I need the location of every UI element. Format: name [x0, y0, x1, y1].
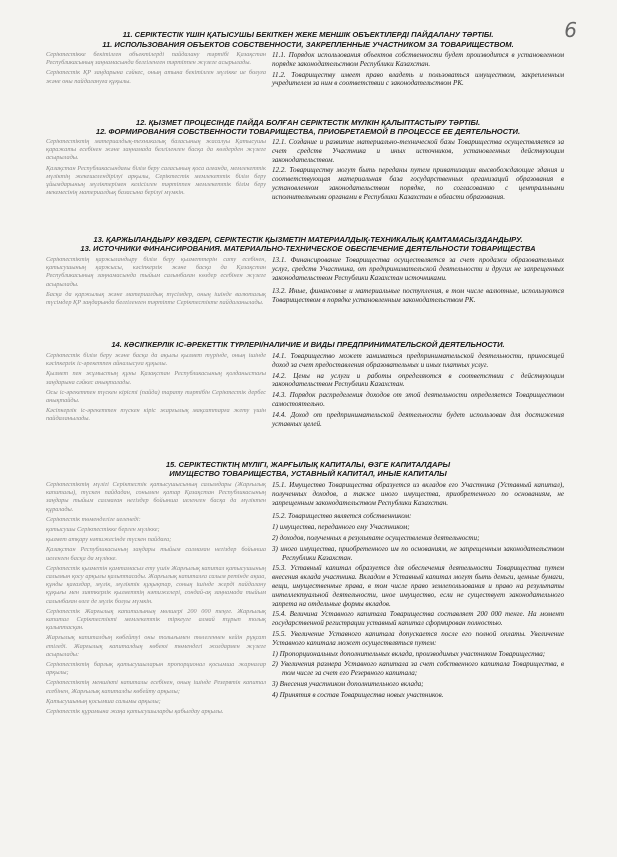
- paragraph: Жарғылық капиталдың көбейтуі оны толығымен төлегеннен кейін рұқсат етіледі. Жарғылық капиталдың көбеюі төмендегі жолдармен жүзеге асырылады:: [46, 634, 266, 658]
- paragraph: 13.2. Иные, финансовые и материальные поступления, в том числе валютные, используются Товариществом в порядке установленным законодательством РК.: [272, 287, 564, 305]
- paragraph: Серіктестік қызметін қамтамасыз ету үшін Жарғылық капитал қатысушының салымын қосу арқылы қалыптасады. Жарғылық капиталға салым ретінде ақша, құнды қағаздар, мүлік, мүліктік құқықтар, соның ішінде жерді пайдалану құқығы мен зияткерлік қызметтің нәтижелері, сондай-ақ заңнамада тыйым салынбаған өзге де мүлік болуы мүмкін.: [46, 564, 266, 605]
- section-13-ru-column: [272, 256, 564, 307]
- paragraph: Серіктестік құрамына жаңа қатысушыларды қабылдау арқылы.: [46, 708, 224, 716]
- paragraph: Қызмет пен жұмыстың құны Қазақстан Республикасының қолданыстағы заңдарына сәйкес анықталады.: [46, 370, 266, 386]
- paragraph: 12.1. Создание и развитие материально-технической базы Товарищества осуществляется за счет средств Участника и иных источников, установленных действующим законодательством.: [272, 138, 564, 164]
- paragraph: 11.1. Порядок использования объектов собственности будет производится в установленном порядке законодательством Республики Казахстан.: [272, 51, 564, 68]
- paragraph: 14.4. Доход от предпринимательской деятельности будет использован для достижения уставных целей.: [272, 410, 564, 428]
- section-13-kz-column: [46, 256, 266, 309]
- paragraph: қатысушы Серіктестікке берген мүлікке;: [46, 526, 160, 534]
- paragraph: Серіктестік төмендегіге иеленеді:: [46, 515, 141, 523]
- paragraph: 15.2. Товарищество является собственником:: [272, 512, 412, 521]
- section-14-heading-ru: /НАЛИЧИЕ И ВИДЫ ПРЕДПРИНИМАТЕЛЬСКОЙ ДЕЯТЕЛЬНОСТИ.: [261, 340, 505, 349]
- section-15-heading-ru: ИМУЩЕСТВО ТОВАРИЩЕСТВА, УСТАВНЫЙ КАПИТАЛ, ИНЫЕ КАПИТАЛЫ: [169, 469, 447, 478]
- list-item: 3) иного имущества, приобретенного им по основаниям, не запрещенным законодательством Республики Казахстан.: [272, 544, 564, 562]
- section-15-heading-kz: 15. СЕРІКТЕСТІКТІҢ МҮЛІГІ, ЖАРҒЫЛЫҚ КАПИТАЛЫ, ӨЗГЕ КАПИТАЛДАРЫ: [165, 460, 451, 469]
- paragraph: 14.3. Порядок распределения доходов от этой деятельности определяется Товариществом самостоятельно.: [272, 391, 564, 408]
- section-11-kz-column: [46, 51, 266, 88]
- paragraph: 14.1. Товарищество может заниматься предпринимательской деятельности, приносящей доход за счет предоставления образовательных и иных платных услуг.: [272, 352, 564, 369]
- section-12-heading-kz: 12. ҚЫЗМЕТ ПРОЦЕСІНДЕ ПАЙДА БОЛҒАН СЕРІКТЕСТІК МҮЛКІН ҚАЛЫПТАСТЫРУ ТӘРТІБІ.: [135, 118, 481, 127]
- list-item: 2) доходов, полученных в результате осуществления деятельности;: [272, 533, 480, 542]
- paragraph: Серіктестікке бекітілген объектілерді пайдалану тәртібі Қазақстан Республикасының заңнамасында белгіленген тәртіппен жүзеге асырылады.: [46, 51, 266, 67]
- section-12-ru-column: [272, 138, 564, 204]
- section-11-heading-kz: 11. СЕРІКТЕСТІК ҮШІН ҚАТЫСУШЫ БЕКІТКЕН ЖЕКЕ МЕНШІК ОБЪЕКТІЛЕРДІ ПАЙДАЛАНУ ТӘРТІБІ.: [122, 30, 494, 39]
- paragraph: Серіктестіктің қаржыландыру білім беру қызметтерін сату есебінен, қатысушының қаржысы, кәсіпкерлік және басқа да Қазақстан Республикасының заңнамасында тыйым салынбаған көздер есебінен жүзеге асырылады.: [46, 256, 266, 288]
- paragraph: Осы іс-әрекеттен түскен кірісті (пайда) тарату тәртібін Серіктестік дербес анықтайды.: [46, 388, 266, 405]
- paragraph: 14.2. Цены на услуги и работы определяются в соответствии с действующим законодательством Республики Казахстан.: [272, 371, 564, 389]
- paragraph: Серіктестіктің материалдық-техникалық базасының жасалуы Қатысушы қаражаты есебінен және заңнамада белгіленген басқа да көздерден жүзеге асырылады.: [46, 138, 266, 162]
- section-14-kz-column: [46, 352, 266, 426]
- paragraph: Қазақстан Республикасының заңдары тыйым салмаған негіздер бойынша иеленген басқа да мүлікке.: [46, 546, 266, 562]
- paragraph: Қатысушының қосымша салымы арқылы;: [46, 697, 161, 705]
- paragraph: қызмет атқару нәтижесінде түскен пайдаға;: [46, 536, 172, 544]
- paragraph: 15.1. Имущество Товарищества образуется из вкладов его Участника (Уставный капитал), полученных доходов, а также иного имущества, приобретенного по основаниям, не запрещенным законодательством Республики Казахстан.: [272, 481, 564, 507]
- list-item: 4) Принятия в состав Товарищества новых участников.: [272, 690, 444, 699]
- section-15-kz-column: [46, 481, 266, 718]
- section-14-ru-column: [272, 352, 564, 430]
- paragraph: 15.3. Уставный капитал образуется для обеспечения деятельности Товарищества путем внесения вклада участника. Вкладом в Уставный капитал могут быть деньги, ценные бумаги, вещи, имущественные права, в том числе право землепользования и право на результаты интеллектуальной деятельности, иное имущество, если не существует законодательного запрета на отдельные формы вкладов.: [272, 564, 564, 608]
- list-item: 2) Увеличения размера Уставного капитала за счет собственного капитала Товарищества, в том числе за счет его Резервного капитала;: [272, 660, 564, 678]
- list-item: 1) Пропорциональных дополнительных вклада, производимых участником Товарищества;: [272, 649, 546, 658]
- paragraph: 12.2. Товариществу могут быть переданы путем приватизации высвобождающие здания и соответствующая материальная база государственных организаций образования в установленном законодательством порядке, по согласованию с центральными исполнительными органами в Республики Казахстан в области образования.: [272, 166, 564, 201]
- paragraph: Серіктестік білім беру және басқа да ақылы қызмет түрінде, оның ішінде кәсіпкерлік іс-әрекетпен айналысуға құқылы.: [46, 352, 266, 368]
- paragraph: 13.1. Финансирование Товарищества осуществляется за счет продажи образовательных услуг, средств Участника, от предпринимательской деятельности и других не запрещенных законодательством Республики Казахстан источниками.: [272, 256, 564, 282]
- paragraph: 15.4. Величина Уставного капитала Товарищества составляет 200 000 тенге. На момент государственной регистрации уставный капитал сформирован полностью.: [272, 610, 564, 628]
- section-14-heading: [28, 340, 588, 349]
- paragraph: 11.2. Товариществу имеет право владеть и пользоваться имуществом, закрепленным учредителем за ним в соответствии с законодательством РК.: [272, 70, 564, 88]
- section-11-heading-ru: 11. ИСПОЛЬЗОВАНИЯ ОБЪЕКТОВ СОБСТВЕННОСТИ, ЗАКРЕПЛЕННЫЕ УЧАСТНИКОМ ЗА ТОВАРИЩЕСТВОМ.: [102, 40, 514, 49]
- paragraph: Қазақстан Республикасындағы білім беру саласының қоса алғанда, мемлекеттік мүліктің жекешелендірілуі арқылы, Серіктестік мемлекеттік білім беру ұйымдарының мүліктерімен келісілген тәртіппен мемлекеттік білім беру мекемесінің материалдық базасына берілуі мүмкін.: [46, 164, 266, 197]
- section-11-ru-column: [272, 51, 564, 90]
- paragraph: Серіктестік Жарғылық капиталының мөлшері 200 000 теңге. Жарғылық капитал Серіктестікті мемлекеттік тіркеуге алмай тұрып толық қалыптасқан.: [46, 607, 266, 632]
- paragraph: Серіктестіктің барлық қатысушыларын пропорционал қосымша жарналар арқылы;: [46, 661, 266, 677]
- section-13-heading-kz: 13. ҚАРЖЫЛАНДЫРУ КӨЗДЕРІ, СЕРІКТЕСТІК ҚЫЗМЕТІН МАТЕРИАЛДЫҚ-ТЕХНИКАЛЫҚ ҚАМТАМАСЫЗДАНДЫРУ.: [93, 235, 523, 244]
- paragraph: Серіктестіктің меншікті капиталы есебінен, оның ішінде Резервтік капитал есебінен, Жарғылық капиталды көбейту арқылы;: [46, 679, 266, 695]
- section-12-heading-ru: 12. ФОРМИРОВАНИЯ СОБСТВЕННОСТИ ТОВАРИЩЕСТВА, ПРИОБРЕТАЕМОЙ В ПРОЦЕССЕ ЕЕ ДЕЯТЕЛЬНОСТИ.: [95, 127, 521, 136]
- paragraph: Серіктестік ҚР заңдарына сәйкес, оның атына бекітілген мүлікке ие болуға және оны пайдалануға құқылы.: [46, 69, 266, 85]
- section-12-kz-column: [46, 138, 266, 199]
- section-15-ru-column: [272, 481, 564, 702]
- section-13-heading-ru: 13. ИСТОЧНИКИ ФИНАНСИРОВАНИЯ. МАТЕРИАЛЬНО-ТЕХНИЧЕСКОЕ ОБЕСПЕЧЕНИЕ ДЕЯТЕЛЬНОСТИ ТОВАРИЩЕСТВА: [80, 244, 536, 253]
- paragraph: Кәсіпкерлік іс-әрекеттен түскен кіріс жарғылық мақсаттарға жету үшін пайдаланылады.: [46, 407, 266, 423]
- list-item: 3) Внесения участником дополнительного вклада;: [272, 679, 424, 688]
- paragraph: Серіктестіктің мүлігі Серіктестік қатысушысының салымдары (Жарғылық капиталы), түскен пайдадан, сонымен қатар Қазақстан Республикасының заңдары тыйым салмаған негіздер бойынша иеленген басқа да мүліктен құралады.: [46, 481, 266, 513]
- paragraph: 15.5. Увеличение Уставного капитала допускается после его полной оплаты. Увеличение Уставного капитала может осуществляться путем:: [272, 629, 564, 647]
- paragraph: Басқа да қаржылық және материалдық түсімдер, оның ішінде валюталық түсімдер ҚР заңдарында белгіленген тәртіпте Серіктестікте пайдаланылады.: [46, 290, 266, 307]
- page-number: 6: [564, 18, 577, 42]
- list-item: 1) имущества, переданного ему Участником;: [272, 523, 410, 532]
- section-14-heading-kz: 14. КӘСІПКЕРЛІК ІС-ӘРЕКЕТТІК ТҮРЛЕРІ: [111, 340, 262, 349]
